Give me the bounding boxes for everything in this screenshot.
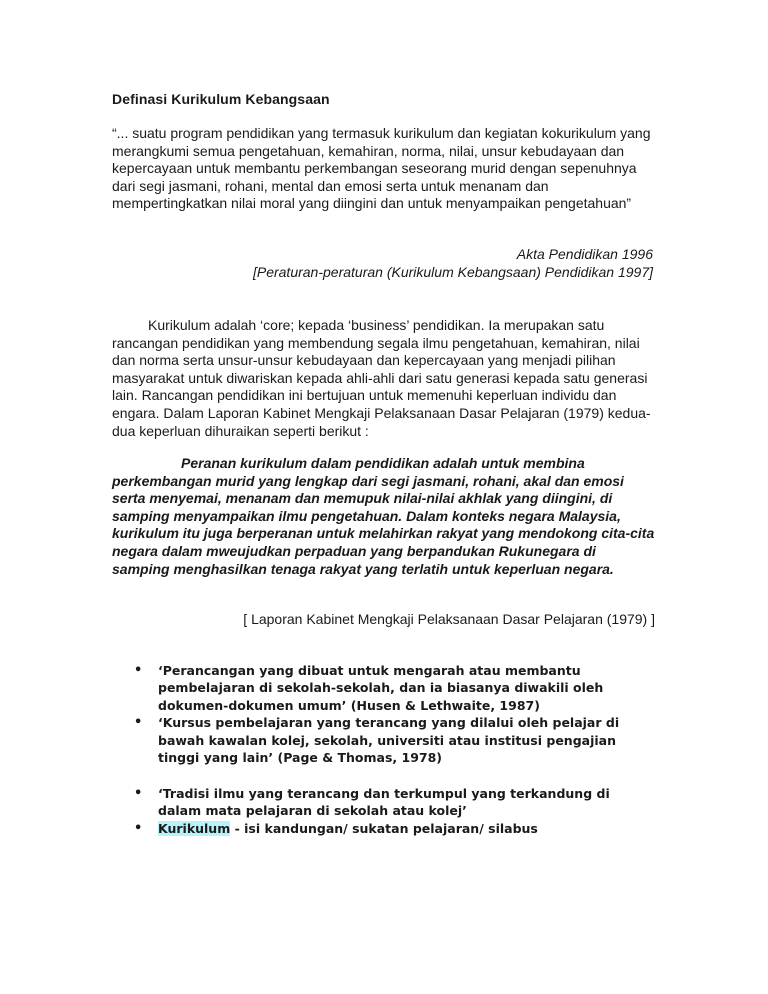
- report-citation: [ Laporan Kabinet Mengkaji Pelaksanaan Dasar Pelajaran (1979) ]: [243, 611, 655, 627]
- emphasis-paragraph: [112, 455, 657, 578]
- definition-list: [112, 785, 657, 837]
- body-paragraph: [112, 317, 657, 440]
- list-item: [112, 714, 657, 766]
- list-item: [112, 820, 657, 837]
- citation-act: Akta Pendidikan 1996: [516, 246, 653, 262]
- list-item: [112, 662, 657, 714]
- bullet-icon: •: [134, 715, 143, 731]
- body-paragraph-text: Kurikulum adalah ‘core; kepada ‘business’ pendidikan. Ia merupakan satu rancangan pendidikan yang membendung segala ilmu pengetahuan, kemahiran, nilai dan norma serta unsur-unsur kebudayaan dan kepercayaan yang menjadi pilihan masyarakat untuk diwariskan kepada ahli-ahli dari satu generasi kepada satu generasi lain. Rancangan pendidikan ini bertujuan untuk memenuhi keperluan individu dan engara. Dalam Laporan Kabinet Mengkaji Pelaksanaan Dasar Pelajaran (1979) kedua-dua keperluan dihuraikan seperti berikut :: [112, 317, 651, 439]
- bullet-icon: •: [134, 663, 143, 678]
- bullet-icon: •: [134, 786, 143, 801]
- emphasis-paragraph-text: Peranan kurikulum dalam pendidikan adalah untuk membina perkembangan murid yang lengkap dari segi jasmani, rohani, akal dan emosi serta menyemai, menanam dan memupuk nilai-nilai akhlak yang diingini, di samping menyampaikan ilmu pengetahuan. Dalam konteks negara Malaysia, kurikulum itu juga berperanan untuk melahirkan rakyat yang mendokong cita-cita negara dalam mweujudkan perpaduan yang berpandukan Rukunegara di samping menghasilkan tenaga rakyat yang terlatih untuk keperluan negara.: [112, 455, 655, 577]
- page-title: Definasi Kurikulum Kebangsaan: [112, 91, 330, 107]
- highlighted-term: Kurikulum: [158, 820, 231, 836]
- citation-regulation: [Peraturan-peraturan (Kurikulum Kebangsaan) Pendidikan 1997]: [252, 264, 653, 280]
- list-item-text: ‘Kursus pembelajaran yang terancang yang dilalui oleh pelajar di bawah kawalan kolej, sekolah, universiti atau institusi pengajian tinggi yang lain’ (Page & Thomas, 1978): [158, 715, 620, 766]
- list-item-text: ‘Perancangan yang dibuat untuk mengarah atau membantu pembelajaran di sekolah-sekolah, dan ia biasanya diwakili oleh dokumen-dokumen umum’ (Husen & Lethwaite, 1987): [158, 663, 604, 713]
- list-item: [112, 785, 657, 820]
- list-item-text: - isi kandungan/ sukatan pelajaran/ silabus: [230, 820, 538, 836]
- bullet-icon: •: [134, 820, 143, 836]
- definition-list: [112, 662, 657, 766]
- definition-quote: “... suatu program pendidikan yang termasuk kurikulum dan kegiatan kokurikulum yang merangkumi semua pengetahuan, kemahiran, norma, nilai, unsur kebudayaan dan kepercayaan untuk membantu perkembangan seseorang murid dengan sepenuhnya dari segi jasmani, rohani, mental dan emosi serta untuk menanam dan mempertingkatkan nilai moral yang diingini dan untuk menyampaikan pengetahuan”: [112, 125, 651, 211]
- list-item-text: ‘Tradisi ilmu yang terancang dan terkumpul yang terkandung di dalam mata pelajaran di sekolah atau kolej’: [158, 786, 610, 819]
